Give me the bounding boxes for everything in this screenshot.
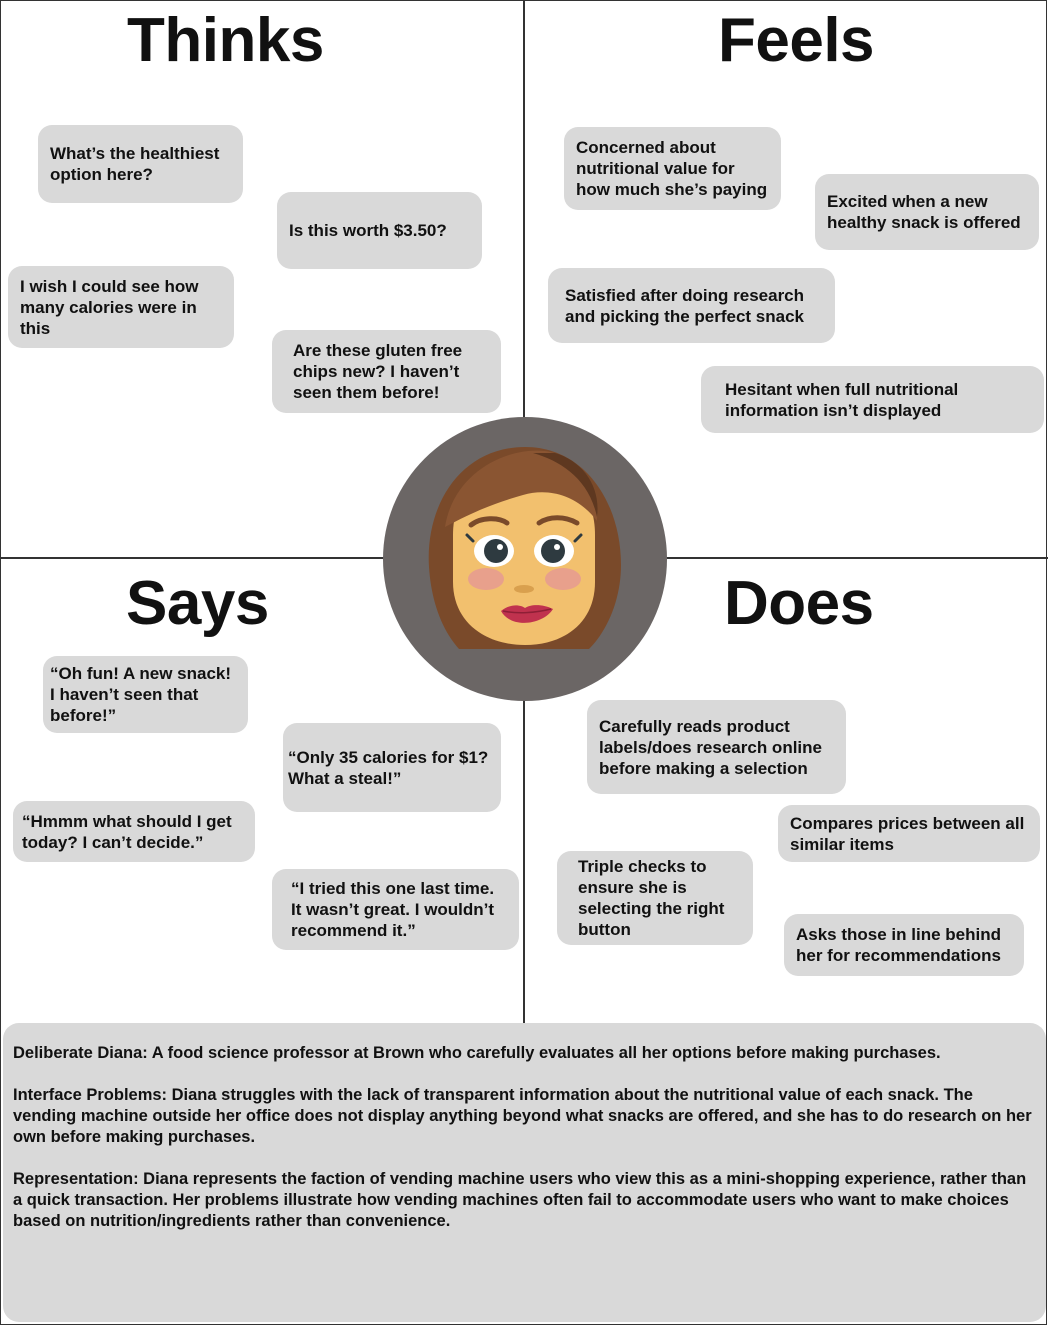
thinks-title: Thinks bbox=[127, 6, 324, 75]
interface-problems: Interface Problems: Diana struggles with the lack of transparent information about the nutritional value of each snack. The vending machine outside her office does not display anything beyond what snacks are offered, and she has to do research on her own before making purchases. bbox=[13, 1086, 1032, 1146]
says-bubble: “Hmmm what should I get today? I can’t decide.” bbox=[13, 801, 255, 862]
does-bubble: Carefully reads product labels/does research online before making a selection bbox=[587, 700, 846, 794]
feels-bubble: Excited when a new healthy snack is offered bbox=[815, 174, 1039, 250]
says-bubble: “Only 35 calories for $1? What a steal!” bbox=[283, 723, 501, 812]
does-bubble: Triple checks to ensure she is selecting the right button bbox=[557, 851, 753, 945]
feels-title: Feels bbox=[718, 6, 875, 75]
feels-bubble: Hesitant when full nutritional information isn’t displayed bbox=[701, 366, 1044, 433]
persona-avatar bbox=[383, 417, 667, 701]
says-bubble: “Oh fun! A new snack! I haven’t seen that before!” bbox=[43, 656, 248, 733]
does-bubble: Compares prices between all similar items bbox=[778, 805, 1040, 862]
says-bubble: “I tried this one last time. It wasn’t great. I wouldn’t recommend it.” bbox=[272, 869, 519, 950]
feels-bubble: Satisfied after doing research and picking the perfect snack bbox=[548, 268, 835, 343]
thinks-bubble: Are these gluten free chips new? I haven’t seen them before! bbox=[272, 330, 501, 413]
does-title: Does bbox=[724, 569, 874, 638]
says-title: Says bbox=[126, 569, 269, 638]
divider-horizontal-left bbox=[0, 557, 385, 559]
does-bubble: Asks those in line behind her for recommendations bbox=[784, 914, 1024, 976]
divider-horizontal-right bbox=[665, 557, 1048, 559]
representation: Representation: Diana represents the faction of vending machine users who view this as a mini-shopping experience, rather than a quick transaction. Her problems illustrate how vending machines often fail to accommodate users who want to make choices based on nutrition/ingredients rather than convenience. bbox=[13, 1170, 1027, 1230]
divider-vertical-top bbox=[523, 0, 525, 418]
thinks-bubble: I wish I could see how many calories were in this bbox=[8, 266, 234, 348]
persona-description: Deliberate Diana: A food science professor at Brown who carefully evaluates all her options before making purchases. bbox=[13, 1044, 941, 1062]
divider-vertical-bottom bbox=[523, 700, 525, 1023]
thinks-bubble: Is this worth $3.50? bbox=[277, 192, 482, 269]
persona-summary-panel bbox=[3, 1023, 1046, 1322]
feels-bubble: Concerned about nutritional value for how much she’s paying bbox=[564, 127, 781, 210]
thinks-bubble: What’s the healthiest option here? bbox=[38, 125, 243, 203]
